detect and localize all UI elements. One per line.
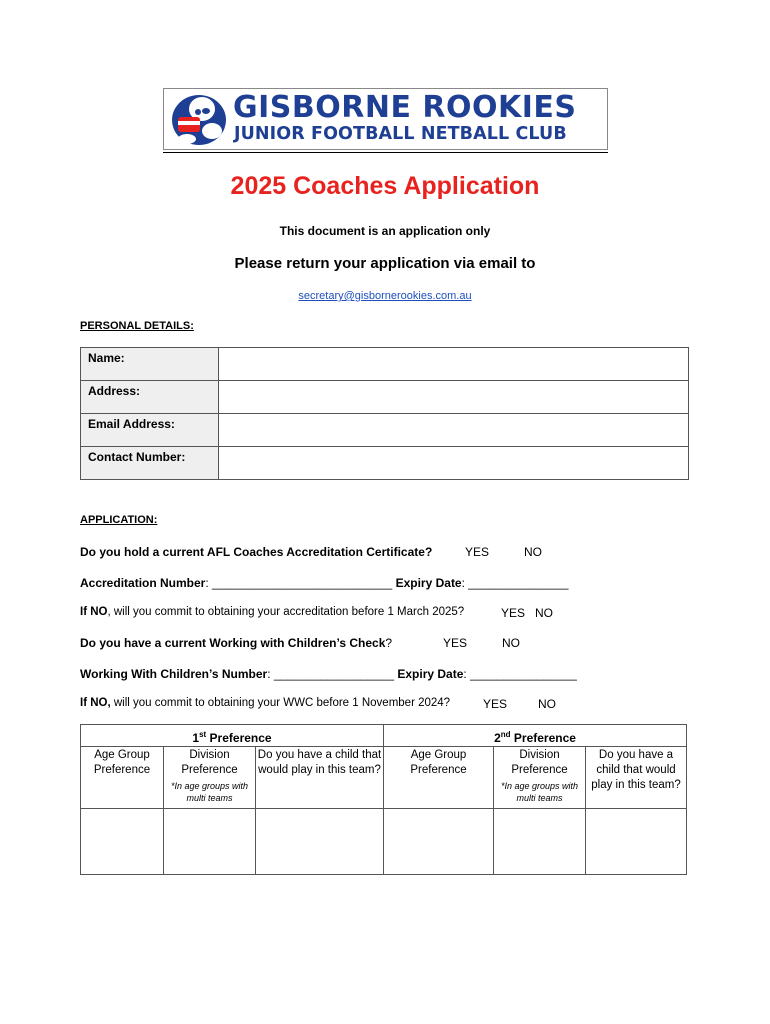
logo-underline <box>163 152 608 153</box>
name-label: Name: <box>81 348 219 381</box>
first-preference-suffix: st <box>199 730 207 739</box>
commit-yes-option[interactable]: YES <box>501 606 526 620</box>
first-preference-label: Preference <box>209 731 272 745</box>
wwc-expiry-label: Expiry Date <box>397 667 464 681</box>
commit-no-option[interactable]: NO <box>535 606 553 620</box>
if-no-label: If NO <box>80 606 108 618</box>
table-row <box>81 747 687 809</box>
table-row <box>81 725 687 747</box>
accreditation-no-option[interactable]: NO <box>524 545 542 559</box>
page-title: 2025 Coaches Application <box>230 172 540 200</box>
table-row <box>81 414 689 447</box>
age-group-header-2: Age Group Preference <box>384 747 494 809</box>
wwc-commit-text: will you commit to obtaining your WWC before 1 November 2024? <box>110 697 451 709</box>
accreditation-expiry-field[interactable]: : _______________ <box>461 576 569 590</box>
preference-table <box>80 724 687 875</box>
contact-number-field[interactable] <box>219 447 689 480</box>
if-no-label: If NO, <box>80 697 111 709</box>
division-label-2: Division Preference <box>511 749 568 776</box>
personal-details-table <box>80 347 689 480</box>
child-question-header-2: Do you have a child that would play in this team? <box>586 747 687 809</box>
logo-title: GISBORNE ROOKIES <box>233 90 577 125</box>
logo-subtitle: JUNIOR FOOTBALL NETBALL CLUB <box>234 124 567 144</box>
first-preference-number: 1 <box>192 731 200 745</box>
table-row <box>81 348 689 381</box>
child-entry-1[interactable] <box>256 809 384 875</box>
accreditation-commit-text: , will you commit to obtaining your accreditation before 1 March 2025? <box>107 606 465 618</box>
accreditation-question: Do you hold a current AFL Coaches Accreditation Certificate? <box>80 545 433 559</box>
first-preference-heading <box>81 725 384 747</box>
address-field[interactable] <box>219 381 689 414</box>
accreditation-yes-option[interactable]: YES <box>465 545 490 559</box>
accreditation-commit-question <box>80 606 464 618</box>
wwc-no-option[interactable]: NO <box>502 636 520 650</box>
accreditation-number-line <box>80 576 568 590</box>
child-entry-2[interactable] <box>586 809 687 875</box>
second-preference-suffix: nd <box>500 730 511 739</box>
contact-number-label: Contact Number: <box>81 447 219 480</box>
wwc-commit-no-option[interactable]: NO <box>538 697 556 711</box>
wwc-question-mark: ? <box>385 636 393 650</box>
age-group-entry-1[interactable] <box>81 809 164 875</box>
mascot-icon <box>169 91 229 147</box>
wwc-number-field[interactable]: : __________________ <box>267 667 395 681</box>
application-heading: APPLICATION: <box>80 514 158 526</box>
wwc-expiry-field[interactable]: : ________________ <box>463 667 577 681</box>
application-note: This document is an application only <box>279 224 491 238</box>
second-preference-label: Preference <box>513 731 576 745</box>
division-header-2 <box>494 747 586 809</box>
accreditation-number-field[interactable]: : ___________________________ <box>205 576 393 590</box>
accreditation-expiry-label: Expiry Date <box>395 576 462 590</box>
wwc-number-line <box>80 667 577 681</box>
wwc-question-text: Do you have a current Working with Children’s Check <box>80 636 386 650</box>
email-address-field[interactable] <box>219 414 689 447</box>
wwc-commit-question <box>80 697 450 709</box>
table-row <box>81 809 687 875</box>
personal-details-heading: PERSONAL DETAILS: <box>80 320 194 332</box>
name-field[interactable] <box>219 348 689 381</box>
child-question-header-1: Do you have a child that would play in this team? <box>256 747 384 809</box>
second-preference-number: 2 <box>494 731 501 745</box>
accreditation-number-label: Accreditation Number <box>80 576 206 590</box>
wwc-commit-yes-option[interactable]: YES <box>483 697 508 711</box>
division-entry-2[interactable] <box>494 809 586 875</box>
address-label: Address: <box>81 381 219 414</box>
division-label-1: Division Preference <box>181 749 238 776</box>
email-link[interactable]: secretary@gisbornerookies.com.au <box>298 290 472 302</box>
division-note-1: *In age groups with multi teams <box>170 781 249 803</box>
return-instruction: Please return your application via email to <box>234 255 536 272</box>
age-group-header-1: Age Group Preference <box>81 747 164 809</box>
wwc-number-label: Working With Children’s Number <box>80 667 268 681</box>
table-row <box>81 447 689 480</box>
second-preference-heading <box>384 725 687 747</box>
wwc-question <box>80 636 392 650</box>
age-group-entry-2[interactable] <box>384 809 494 875</box>
division-header-1 <box>164 747 256 809</box>
email-line <box>0 290 770 302</box>
table-row <box>81 381 689 414</box>
club-logo <box>163 88 608 154</box>
email-address-label: Email Address: <box>81 414 219 447</box>
wwc-yes-option[interactable]: YES <box>443 636 468 650</box>
division-entry-1[interactable] <box>164 809 256 875</box>
division-note-2: *In age groups with multi teams <box>500 781 579 803</box>
